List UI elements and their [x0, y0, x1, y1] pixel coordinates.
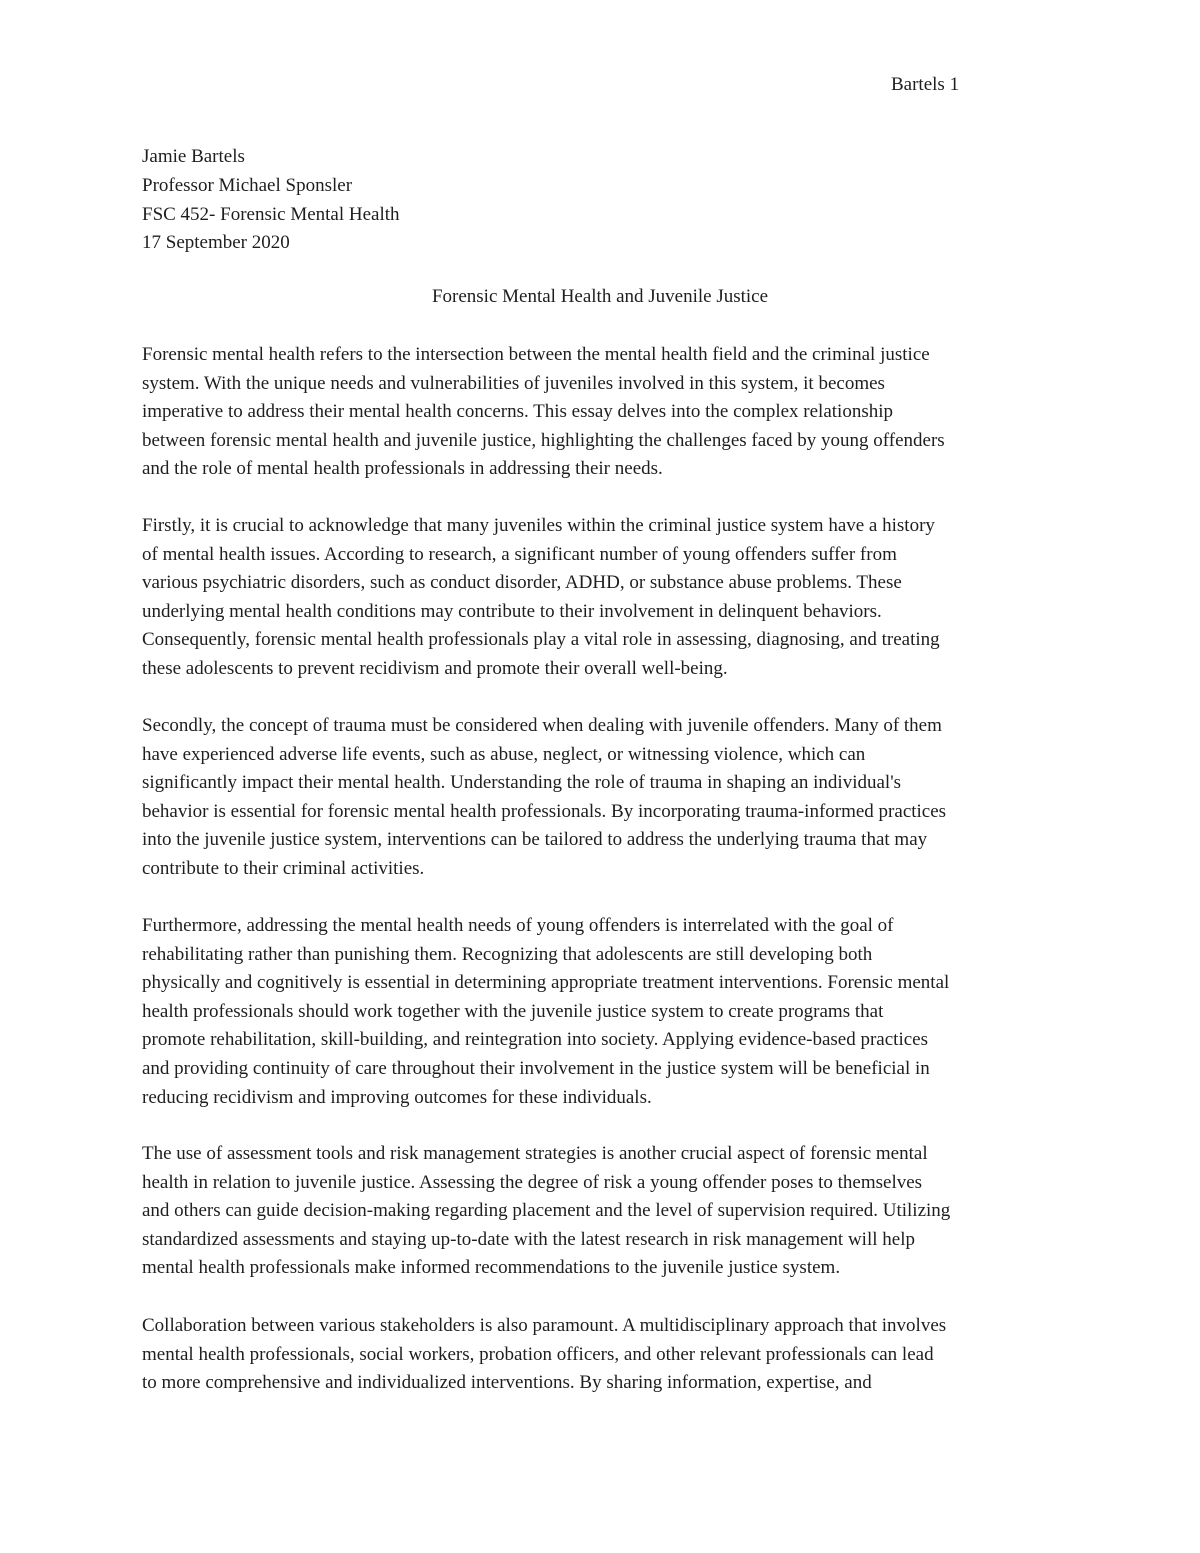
paragraph-line: significantly impact their mental health. Understanding the role of trauma in shaping an individual's: [142, 772, 902, 794]
paragraph-line: Furthermore, addressing the mental health needs of young offenders is interrelated with the goal of: [142, 915, 894, 936]
paragraph-line: behavior is essential for forensic mental health professionals. By incorporating trauma-informed practices: [142, 800, 947, 822]
paragraph-line: Forensic mental health refers to the intersection between the mental health field and the criminal justice: [142, 344, 930, 365]
paragraph-line: and providing continuity of care throughout their involvement in the justice system will be beneficial in: [142, 1057, 930, 1079]
paragraph-line: of mental health issues. According to research, a significant number of young offenders suffer from: [142, 543, 897, 565]
paragraph-1: [142, 341, 1082, 484]
paragraph-line: imperative to address their mental health concerns. This essay delves into the complex relationship: [142, 401, 893, 423]
paragraph-line: have experienced adverse life events, such as abuse, neglect, or witnessing violence, which can: [142, 743, 866, 765]
paragraph-line: standardized assessments and staying up-to-date with the latest research in risk management will help: [142, 1228, 915, 1250]
paragraph-4: [142, 912, 1082, 1112]
paragraph-line: physically and cognitively is essential in determining appropriate treatment interventions. Forensic mental: [142, 972, 950, 994]
paragraph-line: health in relation to juvenile justice. Assessing the degree of risk a young offender poses to themselves: [142, 1171, 923, 1193]
paragraph-line: to more comprehensive and individualized interventions. By sharing information, expertise, and: [142, 1372, 872, 1394]
paragraph-line: between forensic mental health and juvenile justice, highlighting the challenges faced by young offenders: [142, 429, 945, 451]
author-name: Jamie Bartels: [142, 146, 245, 167]
document-date: 17 September 2020: [142, 232, 290, 254]
paragraph-5: [142, 1140, 1082, 1283]
paragraph-line: these adolescents to prevent recidivism and promote their overall well-being.: [142, 657, 728, 679]
paragraph-line: reducing recidivism and improving outcomes for these individuals.: [142, 1086, 652, 1108]
running-head: Bartels 1: [891, 74, 960, 95]
paragraph-line: health professionals should work together with the juvenile justice system to create programs that: [142, 1000, 884, 1022]
paragraph-line: promote rehabilitation, skill-building, and reintegration into society. Applying evidence-based practices: [142, 1029, 928, 1051]
paragraph-line: Firstly, it is crucial to acknowledge that many juveniles within the criminal justice system have a history: [142, 515, 935, 536]
paragraph-3: [142, 712, 1082, 884]
paragraph-6: [142, 1312, 1082, 1398]
paragraph-line: Collaboration between various stakeholders is also paramount. A multidisciplinary approach that involves: [142, 1315, 947, 1336]
paragraph-line: and the role of mental health professionals in addressing their needs.: [142, 458, 663, 480]
paragraph-line: rehabilitating rather than punishing them. Recognizing that adolescents are still developing both: [142, 943, 873, 965]
essay-title: Forensic Mental Health and Juvenile Justice: [431, 286, 769, 307]
paragraph-line: and others can guide decision-making regarding placement and the level of supervision required. Utilizing: [142, 1200, 951, 1222]
paragraph-line: system. With the unique needs and vulnerabilities of juveniles involved in this system, it becomes: [142, 372, 885, 394]
instructor-name: Professor Michael Sponsler: [142, 174, 353, 196]
paragraph-line: various psychiatric disorders, such as conduct disorder, ADHD, or substance abuse problems. These: [142, 572, 902, 594]
paragraph-line: underlying mental health conditions may contribute to their involvement in delinquent behaviors.: [142, 600, 882, 622]
paragraph-2: [142, 512, 1082, 684]
paragraph-line: contribute to their criminal activities.: [142, 857, 425, 879]
course-name: FSC 452- Forensic Mental Health: [142, 203, 400, 225]
paragraph-line: Consequently, forensic mental health professionals play a vital role in assessing, diagnosing, and treating: [142, 629, 940, 651]
paragraph-line: The use of assessment tools and risk management strategies is another crucial aspect of forensic mental: [142, 1143, 928, 1164]
paragraph-line: into the juvenile justice system, interventions can be tailored to address the underlying trauma that may: [142, 829, 928, 851]
paragraph-line: Secondly, the concept of trauma must be considered when dealing with juvenile offenders. Many of them: [142, 715, 942, 736]
mla-heading: [142, 143, 400, 258]
paragraph-line: mental health professionals make informed recommendations to the juvenile justice system.: [142, 1257, 841, 1279]
paragraph-line: mental health professionals, social workers, probation officers, and other relevant professionals can lead: [142, 1343, 934, 1365]
